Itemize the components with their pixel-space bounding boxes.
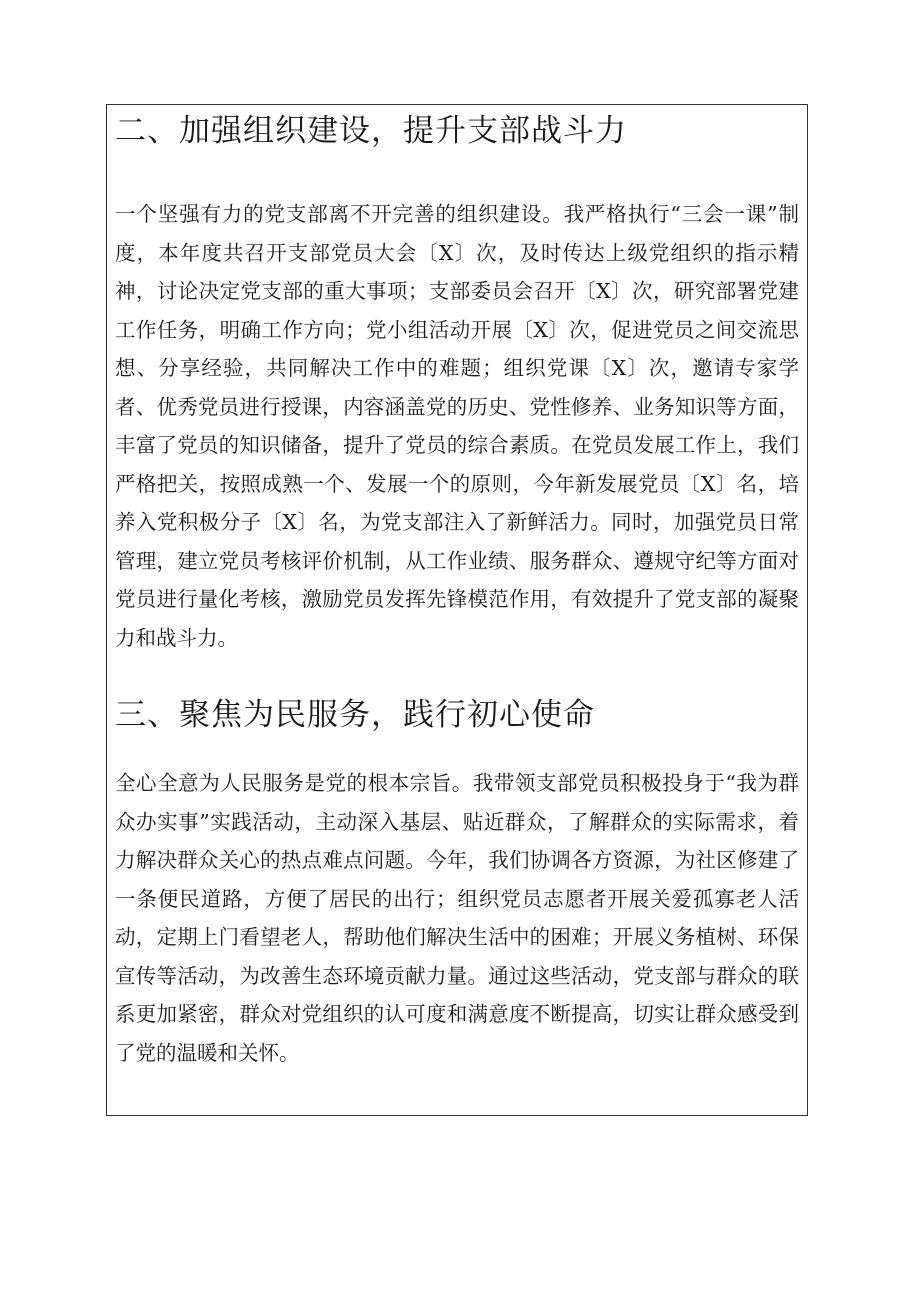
section-heading-service: 三、聚焦为民服务，践行初心使命 [115,697,595,733]
section-body-service: 全心全意为人民服务是党的根本宗旨。我带领支部党员积极投身于“我为群众办实事”实践活动，主动深入基层、贴近群众，了解群众的实际需求，着力解决群众关心的热点难点问题。今年，我们协调各方资源，为社区修建了一条便民道路，方便了居民的出行；组织党员志愿者开展关爱孤寡老人活动，定期上门看望老人，帮助他们解决生活中的困难；开展义务植树、环保宣传等活动，为改善生态环境贡献力量。通过这些活动，党支部与群众的联系更加紧密，群众对党组织的认可度和满意度不断提高，切实让群众感受到了党的温暖和关怀。 [115,771,799,1065]
document-frame [106,104,808,1116]
section-body-organization: 一个坚强有力的党支部离不开完善的组织建设。我严格执行“三会一课”制度，本年度共召开支部党员大会〔X〕次，及时传达上级党组织的指示精神，讨论决定党支部的重大事项；支部委员会召开〔X〕次，研究部署党建工作任务，明确工作方向；党小组活动开展〔X〕次，促进党员之间交流思想、分享经验，共同解决工作中的难题；组织党课〔X〕次，邀请专家学者、优秀党员进行授课，内容涵盖党的历史、党性修养、业务知识等方面，丰富了党员的知识储备，提升了党员的综合素质。在党员发展工作上，我们严格把关，按照成熟一个、发展一个的原则，今年新发展党员〔X〕名，培养入党积极分子〔X〕名，为党支部注入了新鲜活力。同时，加强党员日常管理，建立党员考核评价机制，从工作业绩、服务群众、遵规守纪等方面对党员进行量化考核，激励党员发挥先锋模范作用，有效提升了党支部的凝聚力和战斗力。 [115,202,799,650]
section-heading-organization: 二、加强组织建设，提升支部战斗力 [115,113,627,149]
